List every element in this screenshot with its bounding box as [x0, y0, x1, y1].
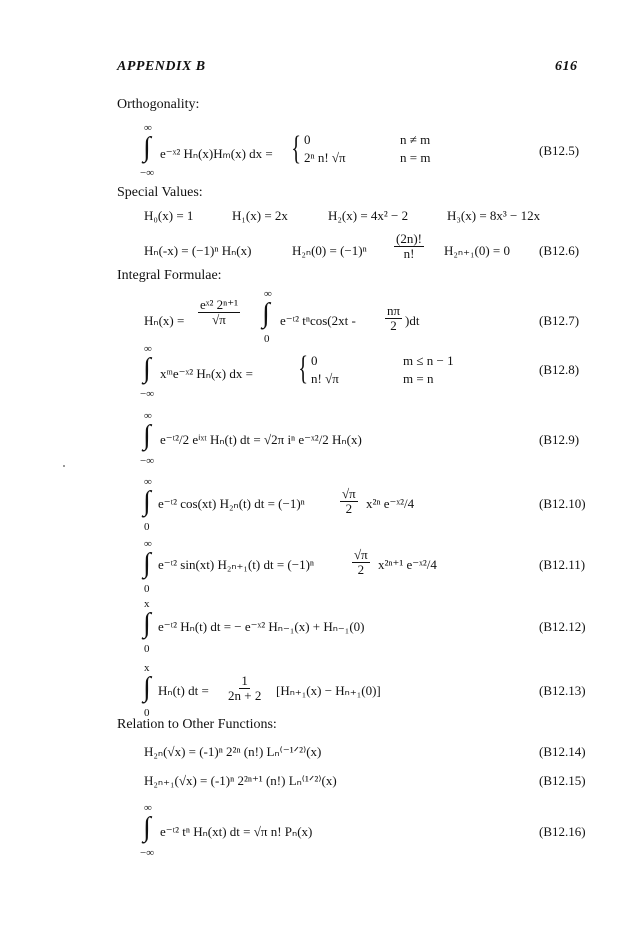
lower-limit: 0 [144, 643, 150, 655]
eq-b12-15: H₂ₙ₊₁(√x) = (-1)ⁿ 2²ⁿ⁺¹ (n!) Lₙ⁽¹ᐟ²⁾(x) [144, 773, 337, 788]
eq-b12-13-rhs: [Hₙ₊₁(x) − Hₙ₊₁(0)] [276, 683, 381, 698]
eq-b12-7-integrand: e⁻ᵗ² tⁿcos(2xt - [280, 313, 356, 328]
eq-h2n-frac [394, 232, 424, 261]
frac-num: eˣ² 2ⁿ⁺¹ [200, 297, 239, 312]
eq-b12-11-lhs: e⁻ᵗ² sin(xt) H₂ₙ₊₁(t) dt = (−1)ⁿ [158, 557, 314, 572]
integral-sign: ∫ [143, 486, 151, 517]
eq-b12-7-end: )dt [405, 313, 420, 328]
lower-limit: −∞ [140, 455, 155, 467]
eq-b12-12: e⁻ᵗ² Hₙ(t) dt = − e⁻ˣ² Hₙ₋₁(x) + Hₙ₋₁(0) [158, 619, 365, 634]
integral-sign: ∫ [143, 353, 151, 384]
eqnum-b12-10: (B12.10) [539, 496, 586, 511]
frac-num: nπ [387, 303, 401, 318]
frac-num: √π [354, 547, 368, 562]
eqnum-b12-12: (B12.12) [539, 619, 586, 634]
eq-b12-10-lhs: e⁻ᵗ² cos(xt) H₂ₙ(t) dt = (−1)ⁿ [158, 496, 305, 511]
eq-b12-8-case2: n! √π [311, 371, 339, 386]
lower-limit: −∞ [140, 167, 155, 179]
lower-limit: 0 [264, 333, 270, 345]
upper-limit: ∞ [144, 410, 152, 422]
frac-num: (2n)! [396, 231, 422, 246]
integral-sign: ∫ [262, 298, 270, 329]
integral-sign: ∫ [143, 420, 151, 451]
eqnum-b12-9: (B12.9) [539, 432, 580, 447]
eqnum-b12-7: (B12.7) [539, 313, 580, 328]
eq-b12-5-cond2: n = m [400, 150, 431, 165]
running-header: APPENDIX B [117, 59, 206, 74]
eqnum-b12-8: (B12.8) [539, 362, 580, 377]
page-number: 616 [555, 59, 578, 74]
upper-limit: x [144, 598, 150, 610]
integral-sign: ∫ [143, 548, 151, 579]
lower-limit: 0 [144, 521, 150, 533]
section-relation: Relation to Other Functions: [117, 717, 277, 732]
frac-num: √π [342, 486, 356, 501]
eq-b12-5-case2: 2ⁿ n! √π [304, 150, 346, 165]
lower-limit: 0 [144, 583, 150, 595]
eqnum-b12-14: (B12.14) [539, 744, 586, 759]
eq-b12-5-cond1: n ≠ m [400, 132, 431, 147]
integral-sign: ∫ [143, 132, 151, 163]
upper-limit: ∞ [144, 802, 152, 814]
lower-limit: 0 [144, 707, 150, 719]
upper-limit: ∞ [144, 538, 152, 550]
section-orthogonality: Orthogonality: [117, 97, 200, 112]
integral-sign: ∫ [143, 672, 151, 703]
eq-b12-11-rhs: x²ⁿ⁺¹ e⁻ˣ²/4 [378, 557, 437, 572]
frac-den: 2 [345, 501, 353, 516]
eq-b12-16: e⁻ᵗ² tⁿ Hₙ(xt) dt = √π n! Pₙ(x) [160, 824, 313, 839]
eq-h3: H₃(x) = 8x³ − 12x [447, 208, 541, 223]
eq-h2n1: H₂ₙ₊₁(0) = 0 [444, 243, 510, 258]
eqnum-b12-6: (B12.6) [539, 243, 580, 258]
eq-b12-7-frac [198, 298, 240, 327]
eq-b12-10-rhs: x²ⁿ e⁻ˣ²/4 [366, 496, 415, 511]
frac-num: 1 [241, 673, 248, 688]
upper-limit: x [144, 662, 150, 674]
eq-b12-13-lhs: Hₙ(t) dt = [158, 683, 209, 698]
integral-sign: ∫ [143, 812, 151, 843]
eq-b12-5-lhs: e⁻ˣ² Hₙ(x)Hₘ(x) dx = [160, 146, 273, 161]
lower-limit: −∞ [140, 388, 155, 400]
eq-b12-7-lhs: Hₙ(x) = [144, 313, 185, 328]
eq-b12-8-lhs: xᵐe⁻ˣ² Hₙ(x) dx = [160, 366, 253, 381]
frac-den: 2 [390, 318, 397, 333]
eq-h2: H₂(x) = 4x² − 2 [328, 208, 409, 223]
speck [63, 465, 65, 467]
frac-den: √π [212, 312, 226, 327]
eqnum-b12-16: (B12.16) [539, 824, 586, 839]
eq-b12-8-cond2: m = n [403, 371, 434, 386]
eq-h0: H₀(x) = 1 [144, 208, 194, 223]
eq-b12-11-frac [352, 548, 370, 577]
upper-limit: ∞ [144, 122, 152, 134]
eqnum-b12-15: (B12.15) [539, 773, 586, 788]
brace: { [298, 350, 309, 387]
brace: { [291, 130, 302, 167]
eqnum-b12-11: (B12.11) [539, 557, 586, 572]
eq-b12-7-frac2 [385, 304, 402, 333]
upper-limit: ∞ [264, 288, 272, 300]
eq-h1: H₁(x) = 2x [232, 208, 288, 223]
eq-b12-9: e⁻ᵗ²/2 eⁱˣᵗ Hₙ(t) dt = √2π iⁿ e⁻ˣ²/2 Hₙ(x) [160, 432, 362, 447]
eqnum-b12-5: (B12.5) [539, 143, 580, 158]
frac-den: 2 [357, 562, 365, 577]
integral-sign: ∫ [143, 608, 151, 639]
lower-limit: −∞ [140, 847, 155, 859]
eq-parity: Hₙ(-x) = (−1)ⁿ Hₙ(x) [144, 243, 252, 258]
frac-den: 2n + 2 [228, 688, 262, 703]
eq-b12-13-frac [228, 674, 261, 703]
eq-b12-14: H₂ₙ(√x) = (-1)ⁿ 2²ⁿ (n!) Lₙ⁽⁻¹ᐟ²⁾(x) [144, 744, 322, 759]
eqnum-b12-13: (B12.13) [539, 683, 586, 698]
frac-den: n! [403, 246, 415, 261]
upper-limit: ∞ [144, 343, 152, 355]
upper-limit: ∞ [144, 476, 152, 488]
eq-b12-10-frac [340, 487, 358, 516]
section-special-values: Special Values: [117, 185, 203, 200]
eq-b12-8-cond1: m ≤ n − 1 [403, 353, 454, 368]
eq-b12-8-case1: 0 [311, 353, 318, 368]
eq-h2n-lhs: H₂ₙ(0) = (−1)ⁿ [292, 243, 367, 258]
section-integral-formulae: Integral Formulae: [117, 268, 222, 283]
eq-b12-5-case1: 0 [304, 132, 311, 147]
